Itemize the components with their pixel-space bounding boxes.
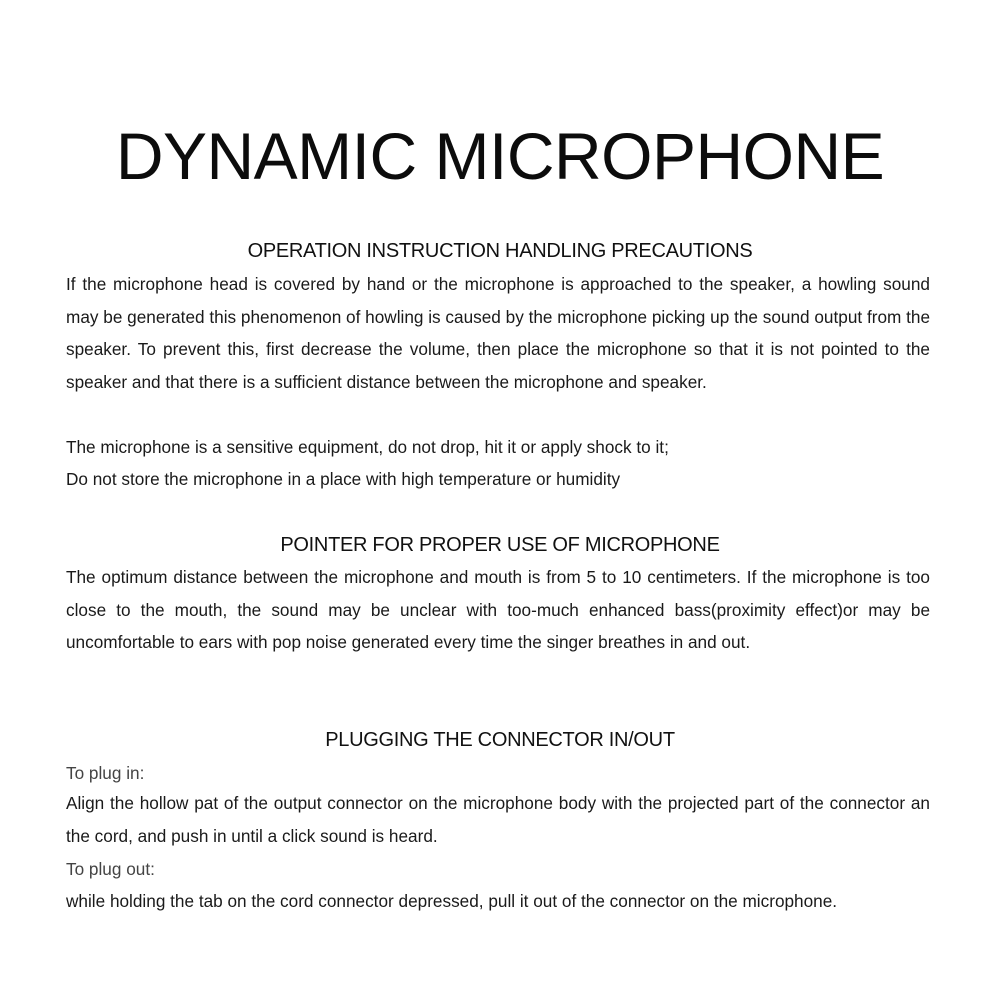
paragraph-howling: If the microphone head is covered by hand or the microphone is approached to the speaker, a howling sound may be generated this phenomenon of howling is caused by the microphone picking up the sound output from the speaker. To prevent this, first decrease the volume, then place the microphone so that it is not pointed to the speaker and that there is a sufficient distance between the microphone and speaker. [66,274,930,392]
paragraph-plug-out: while holding the tab on the cord connector depressed, pull it out of the connector on the microphone. [66,891,838,911]
paragraph-sensitive-equipment: The microphone is a sensitive equipment, do not drop, hit it or apply shock to it; [66,437,669,457]
paragraph-plug-in: Align the hollow pat of the output connector on the microphone body with the projected part of the connector an the cord, and push in until a click sound is heard. [66,793,930,846]
section-heading-proper-use: POINTER FOR PROPER USE OF MICROPHONE [280,534,720,556]
paragraph-storage: Do not store the microphone in a place with high temperature or humidity [66,469,621,489]
section-heading-plugging-connector: PLUGGING THE CONNECTOR IN/OUT [325,729,675,751]
plug-out-label: To plug out: [66,859,155,879]
paragraph-optimum-distance: The optimum distance between the microphone and mouth is from 5 to 10 centimeters. If the microphone is too close to the mouth, the sound may be unclear with too-much enhanced bass(proximity effect)or may be uncomfortable to ears with pop noise generated every time the singer breathes in and out. [66,567,930,653]
page-title: DYNAMIC MICROPHONE [115,119,885,193]
plug-in-label: To plug in: [66,763,145,783]
section-heading-handling-precautions: OPERATION INSTRUCTION HANDLING PRECAUTIONS [247,240,753,262]
